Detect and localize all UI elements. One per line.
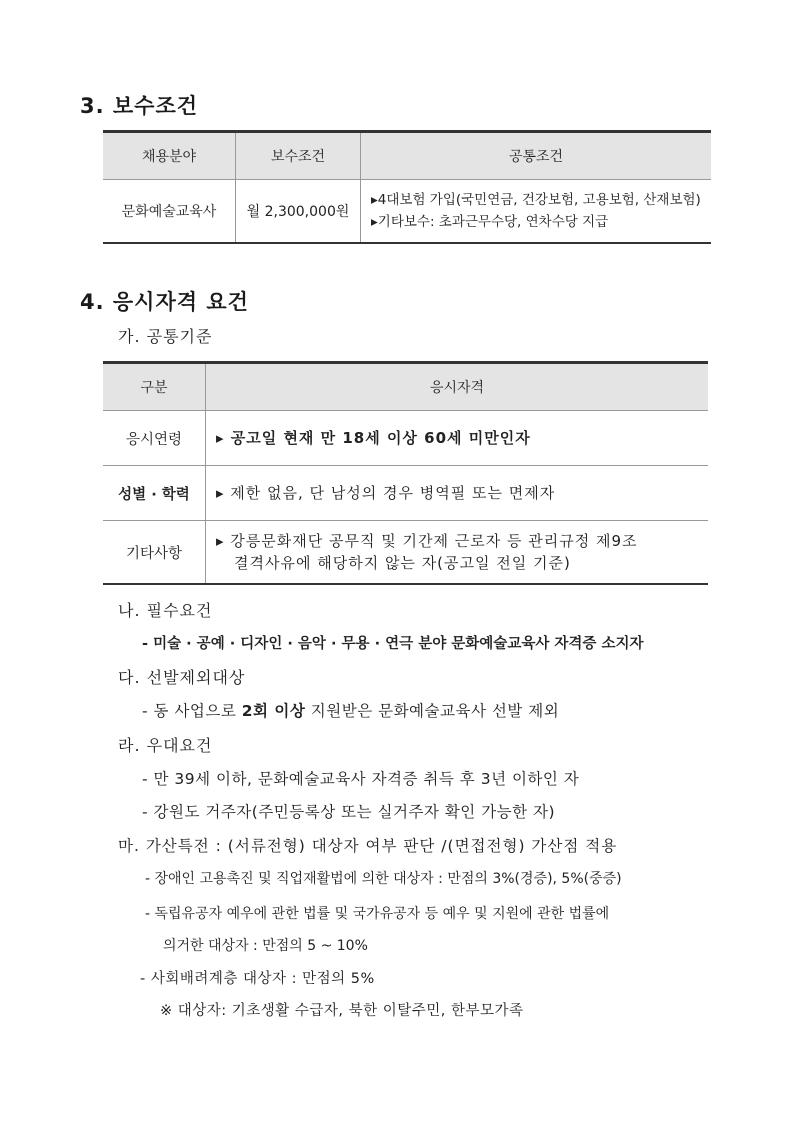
sub-heading-required: 나. 필수요건 — [118, 601, 213, 620]
bonus-item-continued: 의거한 대상자 : 만점의 5 ~ 10% — [163, 938, 368, 954]
cell-category: 기타사항 — [103, 521, 206, 585]
header-qualification: 응시자격 — [206, 363, 709, 411]
cell-field: 문화예술교육사 — [103, 180, 236, 244]
table-row — [103, 180, 711, 244]
pay-table — [103, 130, 711, 244]
table-row — [103, 466, 708, 521]
preferred-item: - 만 39세 이하, 문화예술교육사 자격증 취득 후 3년 이하인 자 — [142, 770, 580, 788]
cell-category: 응시연령 — [103, 411, 206, 466]
section-title-qualification: 4. 응시자격 요건 — [80, 290, 249, 314]
header-field: 채용분야 — [103, 132, 236, 180]
preferred-item: - 강원도 거주자(주민등록상 또는 실거주자 확인 가능한 자) — [142, 803, 556, 821]
pay-table-header — [103, 132, 711, 180]
bonus-item: - 사회배려계층 대상자 : 만점의 5% — [140, 971, 375, 987]
header-category: 구분 — [103, 363, 206, 411]
cell-category: 성별 · 학력 — [103, 466, 206, 521]
qualification-table — [103, 361, 708, 585]
excluded-item — [142, 699, 559, 721]
cell-value: ▸ 공고일 현재 만 18세 이상 60세 미만인자 — [206, 411, 709, 466]
header-common: 공통조건 — [361, 132, 712, 180]
excluded-suffix: 지원받은 문화예술교육사 선발 제외 — [305, 702, 560, 720]
bonus-item: - 독립유공자 예우에 관한 법률 및 국가유공자 등 예우 및 지원에 관한 법률에 — [145, 906, 610, 922]
header-pay: 보수조건 — [236, 132, 361, 180]
required-item: - 미술 · 공예 · 디자인 · 음악 · 무용 · 연극 분야 문화예술교육사 자격증 소지자 — [142, 636, 644, 652]
excluded-emphasis: 2회 이상 — [241, 702, 306, 720]
common-extra-pay: ▸기타보수: 초과근무수당, 연차수당 지급 — [371, 214, 609, 230]
cell-value-line: ▸ 강릉문화재단 공무직 및 기간제 근로자 등 관리규정 제9조 — [216, 532, 638, 550]
table-row — [103, 411, 708, 466]
excluded-prefix: - 동 사업으로 — [142, 702, 242, 720]
bonus-note: ※ 대상자: 기초생활 수급자, 북한 이탈주민, 한부모가족 — [160, 1003, 524, 1019]
common-insurance: ▸4대보험 가입(국민연금, 건강보험, 고용보험, 산재보험) — [371, 192, 701, 208]
cell-pay: 월 2,300,000원 — [236, 180, 361, 244]
cell-common — [361, 180, 712, 244]
sub-heading-bonus: 마. 가산특전 : (서류전형) 대상자 여부 판단 /(면접전형) 가산점 적용 — [118, 837, 618, 855]
sub-heading-excluded: 다. 선발제외대상 — [118, 668, 246, 687]
qualification-table-header — [103, 363, 708, 411]
cell-value: ▸ 제한 없음, 단 남성의 경우 병역필 또는 면제자 — [206, 466, 709, 521]
bonus-item: - 장애인 고용촉진 및 직업재활법에 의한 대상자 : 만점의 3%(경증), 5%(중증) — [145, 871, 622, 887]
table-row — [103, 521, 708, 585]
section-title-pay: 3. 보수조건 — [80, 94, 199, 118]
cell-value — [206, 521, 709, 585]
sub-heading-preferred: 라. 우대요건 — [118, 736, 213, 755]
cell-value-line: 결격사유에 해당하지 않는 자(공고일 전일 기준) — [234, 554, 571, 572]
sub-heading-common-criteria: 가. 공통기준 — [118, 327, 213, 346]
